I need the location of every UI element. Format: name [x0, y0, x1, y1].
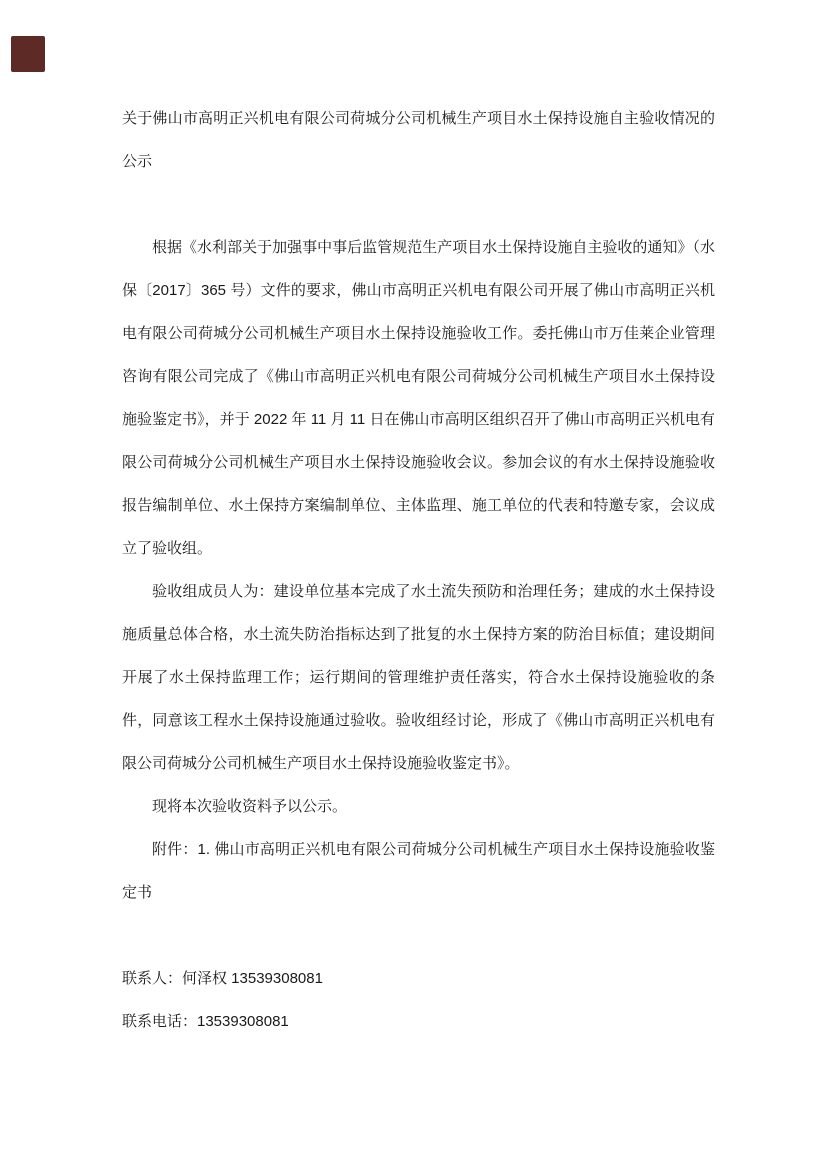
blank-line: [122, 183, 715, 226]
paragraph-attachment: 附件：1. 佛山市高明正兴机电有限公司荷城分公司机械生产项目水土保持设施验收鉴定书: [122, 841, 715, 901]
paragraph-acceptance-conclusion: 验收组成员人为：建设单位基本完成了水土流失预防和治理任务；建成的水土保持设施质量总体合格，水土流失防治指标达到了批复的水土保持方案的防治目标值；建设期间开展了水土保持监理工作；运行期间的管理维护责任落实，符合水土保持设施验收的条件，同意该工程水土保持设施通过验收。验收组经讨论，形成了《佛山市高明正兴机电有限公司荷城分公司机械生产项目水土保持设施验收鉴定书》。: [122, 583, 715, 772]
corner-mark: [11, 36, 45, 72]
contact-phone-line: 联系电话：13539308081: [122, 1013, 289, 1030]
paragraph-publicity-statement: 现将本次验收资料予以公示。: [152, 798, 348, 815]
blank-line: [122, 914, 715, 957]
paragraph-basis: 根据《水利部关于加强事中事后监管规范生产项目水土保持设施自主验收的通知》（水保〔2017〕365 号）文件的要求，佛山市高明正兴机电有限公司开展了佛山市高明正兴机电有限公司荷城分公司机械生产项目水土保持设施验收工作。委托佛山市万佳莱企业管理咨询有限公司完成了《佛山市高明正兴机电有限公司荷城分公司机械生产项目水土保持设施验鉴定书》，并于 2022 年 11 月 11 日在佛山市高明区组织召开了佛山市高明正兴机电有限公司荷城分公司机械生产项目水土保持设施验收会议。参加会议的有水土保持设施验收报告编制单位、水土保持方案编制单位、主体监理、施工单位的代表和特邀专家，会议成立了验收组。: [122, 239, 715, 557]
document-page: [122, 97, 715, 1043]
document-title: 关于佛山市高明正兴机电有限公司荷城分公司机械生产项目水土保持设施自主验收情况的公示: [122, 110, 715, 170]
contact-person-line: 联系人：何泽权 13539308081: [122, 970, 323, 987]
